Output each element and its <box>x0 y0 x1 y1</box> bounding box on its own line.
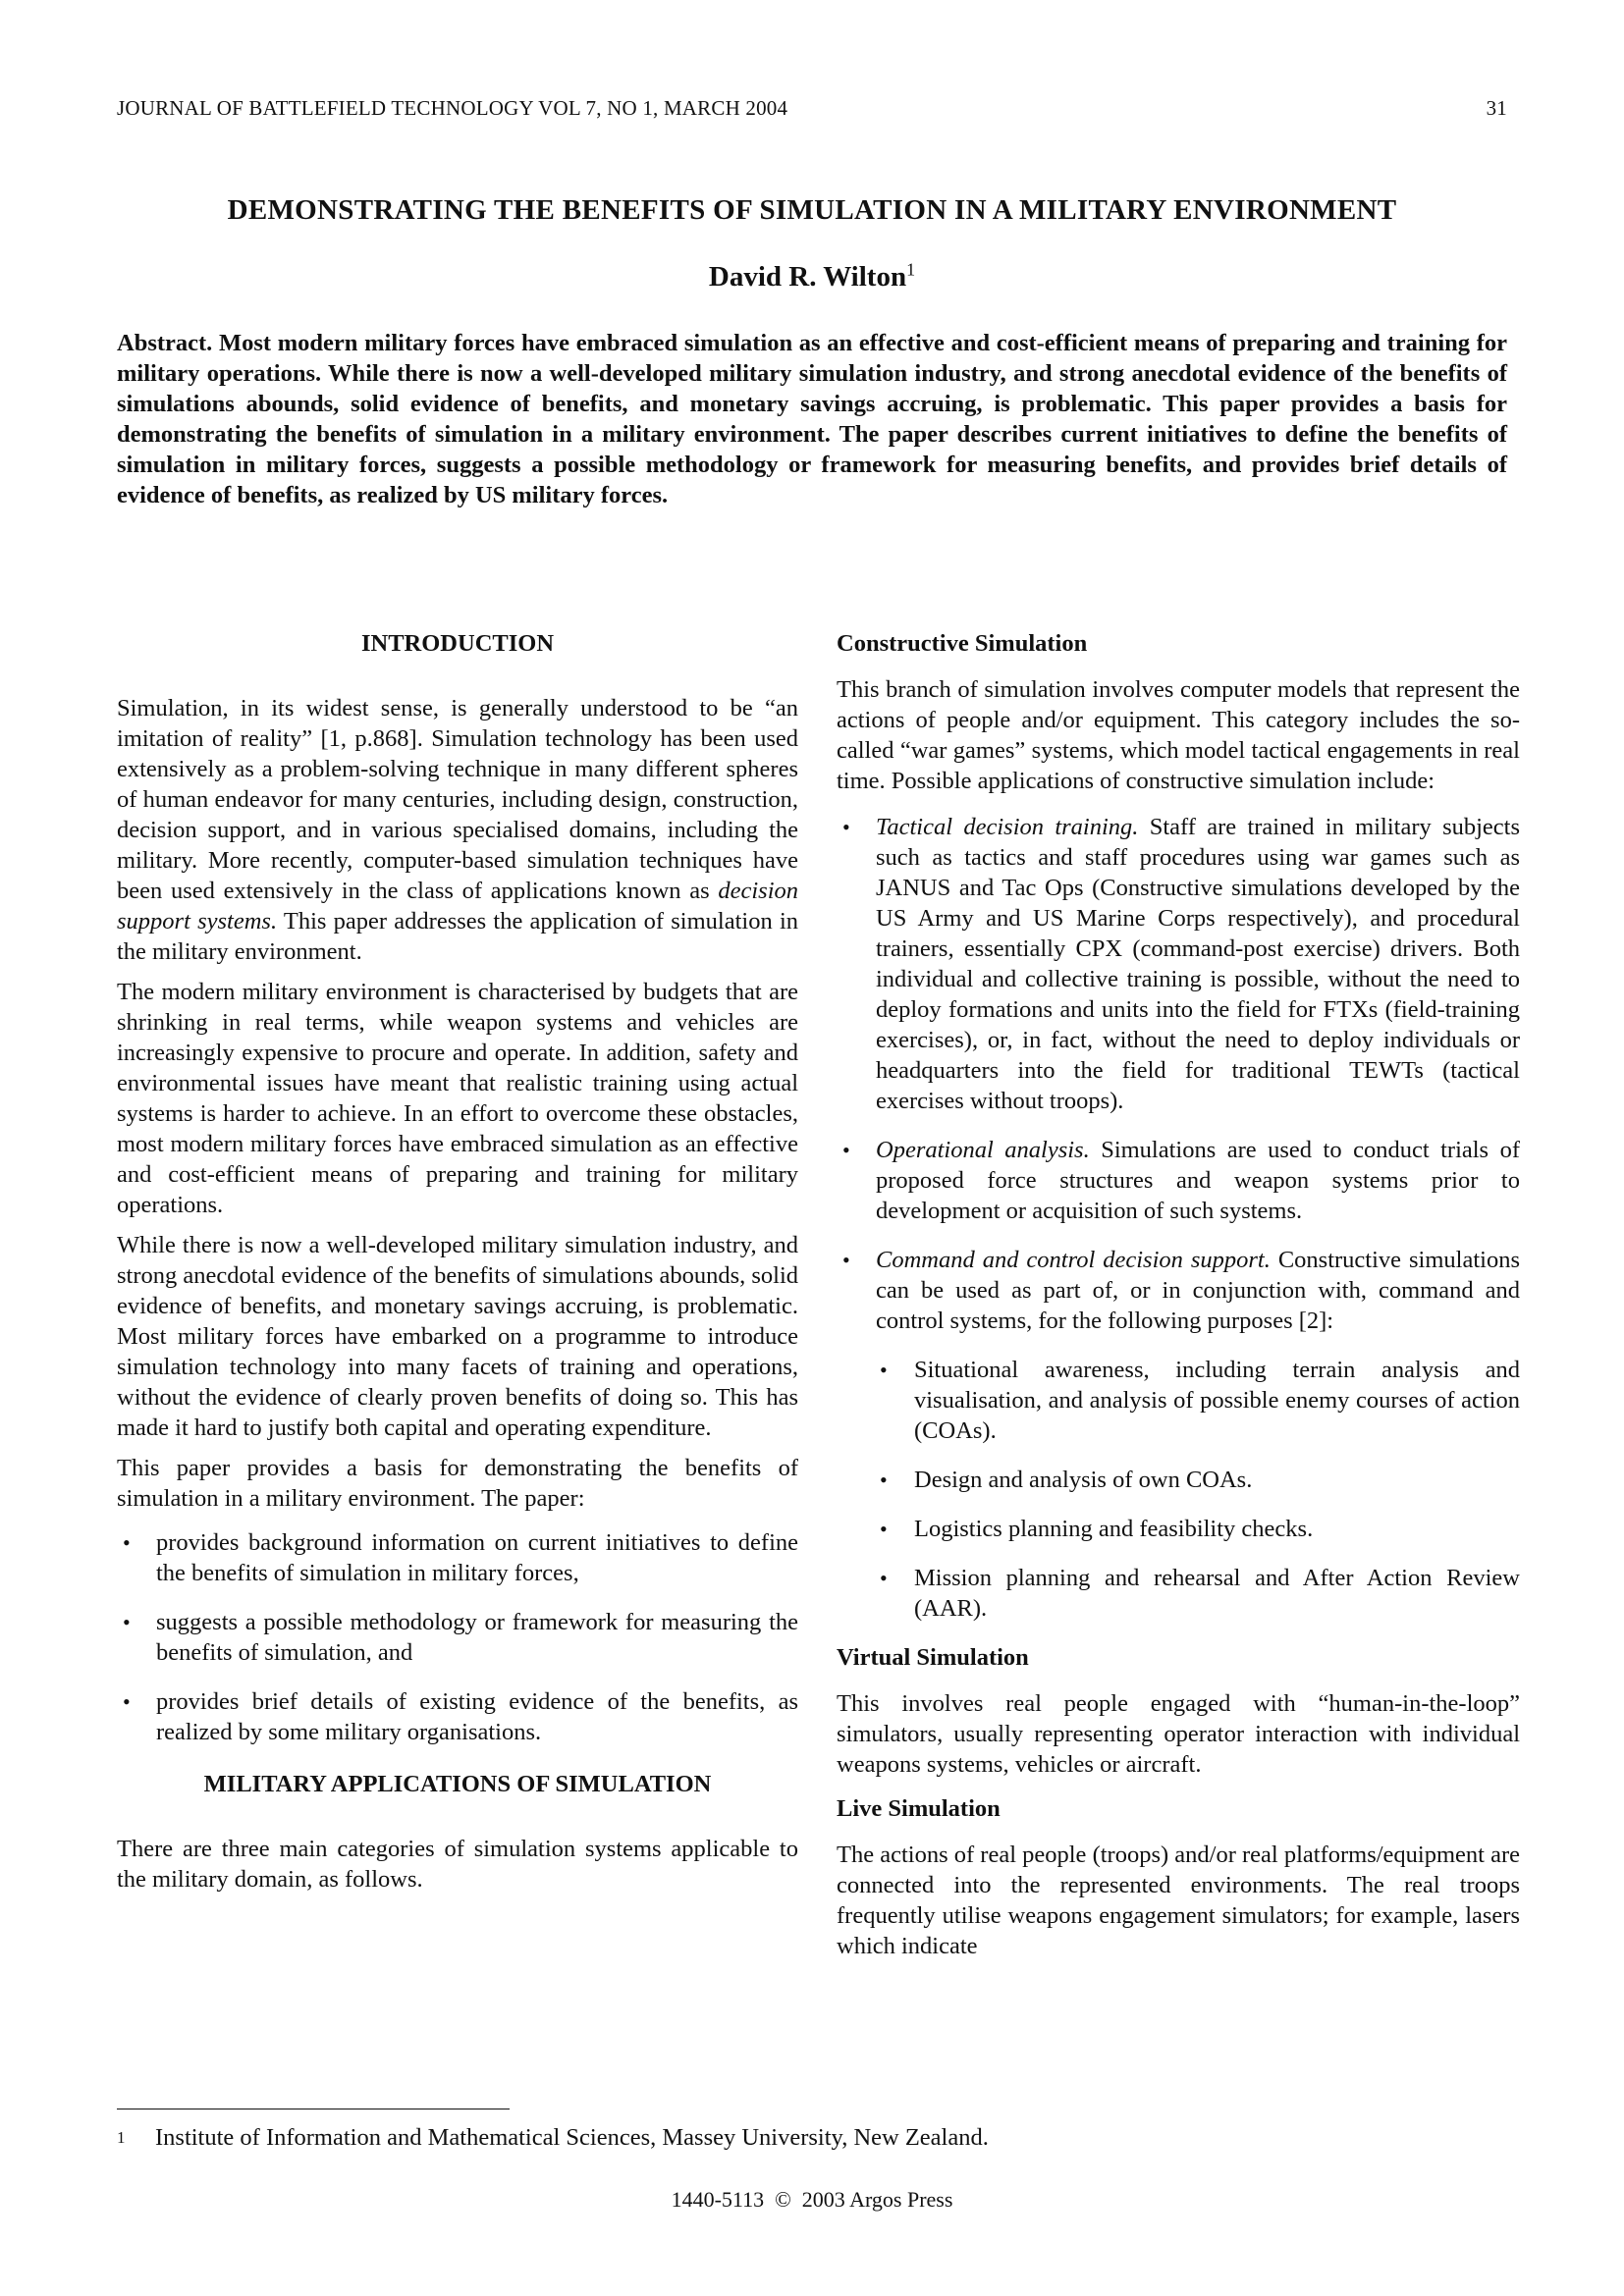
copyright-line <box>0 2187 1624 2213</box>
bullet-icon: • <box>880 1517 888 1541</box>
intro-paragraph-3: While there is now a well-developed military simulation industry, and strong anecdotal evidence of the benefits of simulations abounds, solid evidence of benefits, and monetary savings accruing, is problematic. Most military forces have embarked on a programme to introduce simulation technology into many facets of training and operations, without the evidence of clearly proven benefits of doing so. This has made it hard to justify both capital and operating expenditure. <box>117 1232 799 1441</box>
bullet-icon: • <box>880 1358 888 1382</box>
bullet-icon: • <box>123 1689 131 1714</box>
list-item: • suggests a possible methodology or framework for measuring the benefits of simulation, and <box>123 1609 798 1666</box>
virtual-paragraph: This involves real people engaged with “human-in-the-loop” simulators, usually representing operator interaction with individual weapons systems, vehicles or aircraft. <box>837 1690 1520 1778</box>
author-name: David R. Wilton <box>708 261 907 293</box>
bullet-icon: • <box>880 1468 888 1492</box>
intro-bullet-list <box>117 1527 798 1747</box>
intro-p1-tail: This paper addresses the application of simulation in the military environment. <box>117 908 798 965</box>
intro-paragraph-1 <box>117 693 798 967</box>
constructive-bullet-list <box>837 812 1520 1624</box>
author-footnote-mark: 1 <box>906 259 916 280</box>
paper-title: DEMONSTRATING THE BENEFITS OF SIMULATION IN A MILITARY ENVIRONMENT <box>227 194 1397 226</box>
virtual-simulation-heading: Virtual Simulation <box>837 1644 1029 1671</box>
intro-p1-text: Simulation, in its widest sense, is generally understood to be “an imitation of reality” [1, p.868]. Simulation technology has been used extensively as a problem-solving technique in many different spheres of human endeavor for many centuries, including design, construction, decision support, and in various specialised domains, including the military. More recently, computer-based simulation techniques have been used extensively in the class of applications known as <box>117 695 798 904</box>
list-item: • Situational awareness, including terrain analysis and visualisation, and analysis of possible enemy courses of action (COAs). <box>880 1357 1520 1444</box>
issn: 1440-5113 <box>671 2187 765 2212</box>
right-column <box>837 628 1520 1971</box>
list-item: • Design and analysis of own COAs. <box>880 1467 1253 1493</box>
live-paragraph: The actions of real people (troops) and/or real platforms/equipment are connected into the represented environments. The real troops frequently utilise weapons engagement simulators; for example, lasers which indicate <box>837 1842 1520 1959</box>
bullet-icon: • <box>842 1248 850 1272</box>
abstract: Abstract. Most modern military forces have embraced simulation as an effective and cost-efficient means of preparing and training for military operations. While there is now a well-developed military simulation industry, and strong anecdotal evidence of the benefits of simulations abounds, solid evidence of benefits, and monetary savings accruing, is problematic. This paper provides a basis for demonstrating the benefits of simulation in a military environment. The paper describes current initiatives to define the benefits of simulation in military forces, suggests a possible methodology or framework for measuring benefits, and provides brief details of evidence of benefits, as realized by US military forces. <box>117 330 1507 508</box>
left-column <box>117 628 798 1904</box>
list-item: • provides background information on current initiatives to define the benefits of simulation in military forces, <box>123 1529 798 1586</box>
constructive-paragraph: This branch of simulation involves computer models that represent the actions of people and/or equipment. This category includes the so-called “war games” systems, which model tactical engagements in real time. Possible applications of constructive simulation include: <box>837 676 1520 794</box>
footnote <box>117 2122 989 2153</box>
list-item: • Operational analysis. Simulations are used to conduct trials of proposed force structures and weapon systems prior to development or acquisition of such systems. <box>842 1137 1520 1224</box>
bullet-icon: • <box>842 1138 850 1162</box>
footnote-text: Institute of Information and Mathematical Sciences, Massey University, New Zealand. <box>155 2124 989 2151</box>
intro-paragraph-2: The modern military environment is characterised by budgets that are shrinking in real terms, while weapon systems and vehicles are increasingly expensive to procure and operate. In addition, safety and environmental issues have meant that realistic training using actual systems is harder to achieve. In an effort to overcome these obstacles, most modern military forces have embraced simulation as an effective and cost-efficient means of preparing and training for military operations. <box>117 979 798 1218</box>
footnote-mark: 1 <box>117 2128 126 2147</box>
bullet-icon: • <box>123 1610 131 1634</box>
live-simulation-heading: Live Simulation <box>837 1795 1001 1822</box>
list-item: • Mission planning and rehearsal and After Action Review (AAR). <box>880 1565 1520 1622</box>
intro-p1-emphasis: decision support systems. <box>117 878 799 934</box>
intro-paragraph-4: This paper provides a basis for demonstrating the benefits of simulation in a military environment. The paper: <box>117 1455 798 1512</box>
list-item: • Tactical decision training. Staff are trained in military subjects such as tactics and staff procedures using war games such as JANUS and Tac Ops (Constructive simulations developed by the US Army and US Marine Corps respectively), and procedural trainers, essentially CPX (command-post exercise) drivers. Both individual and collective training is possible, without the need to deploy formations and units into the field for FTXs (field-training exercises), or, in fact, without the need to deploy individuals or headquarters into the field for traditional TEWTs (tactical exercises without troops). <box>842 814 1520 1114</box>
publisher: 2003 Argos Press <box>801 2187 953 2212</box>
author-line <box>117 261 1507 294</box>
bullet-icon: • <box>880 1566 888 1590</box>
list-item: • Logistics planning and feasibility checks. <box>880 1516 1314 1542</box>
introduction-heading: INTRODUCTION <box>360 630 555 657</box>
running-head <box>117 96 1507 121</box>
bullet-icon: • <box>842 815 850 839</box>
page-number: 31 <box>1486 96 1507 120</box>
military-applications-heading: MILITARY APPLICATIONS OF SIMULATION <box>203 1771 712 1797</box>
constructive-simulation-heading: Constructive Simulation <box>837 630 1088 657</box>
journal-name: JOURNAL OF BATTLEFIELD TECHNOLOGY VOL 7, NO 1, MARCH 2004 <box>117 96 788 120</box>
military-applications-paragraph: There are three main categories of simulation systems applicable to the military domain, as follows. <box>117 1836 798 1893</box>
list-item: • Command and control decision support. Constructive simulations can be used as part of, or in conjunction with, command and control systems, for the following purposes [2]: • Situational awareness, including terrain analysis and visualisation, and analysis of possible enemy courses of action (COAs). • Design and analysis of own COAs. • Logistics planning and feasibility checks. • Mission planning and rehearsal and After Action Review (AAR). <box>842 1247 1520 1622</box>
copyright-icon: © <box>775 2187 791 2212</box>
list-item: • provides brief details of existing evidence of the benefits, as realized by some military organisations. <box>123 1688 798 1745</box>
purposes-sub-list <box>876 1355 1520 1624</box>
bullet-icon: • <box>123 1530 131 1555</box>
